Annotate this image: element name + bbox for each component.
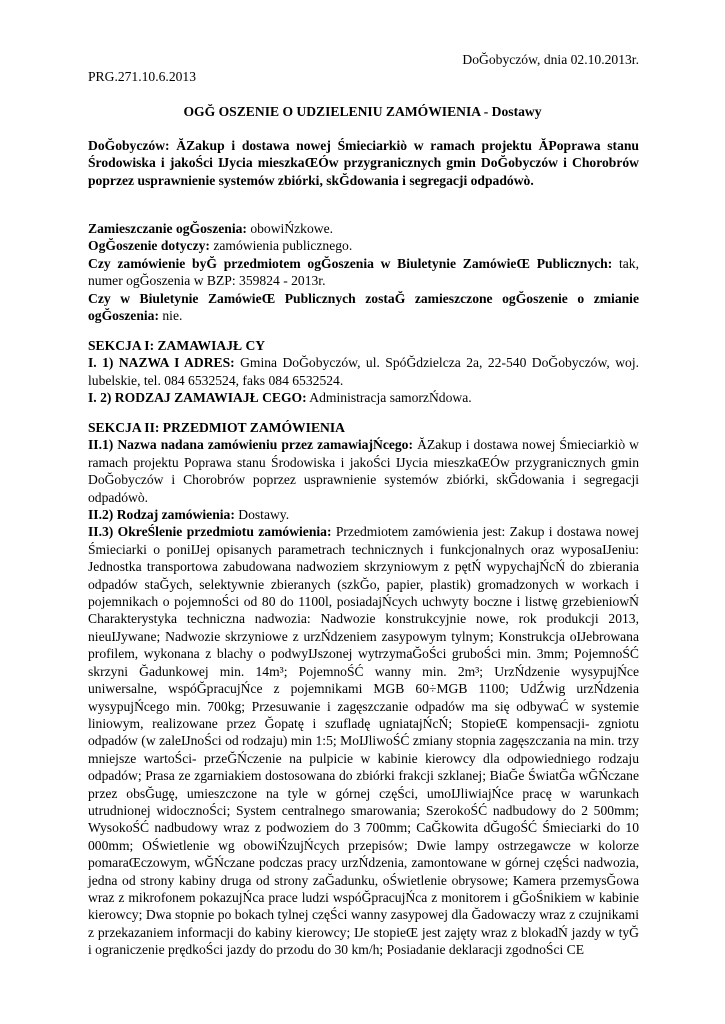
section-2-ii3-value: Przedmiotem zamówienia jest: Zakup i dostawa nowej Śmieciarki o poniĲej opisanych parametrach technicznych i funkcjonalnych oraz wyposaĲeniu: Jednostka transportowa zabudowana nadwoziem skrzyniowym z pętŃ wypychajŃcŃ do zbierania odpadów staĞych, selektywnie zbieranych (szkĞo, papier, plastik) gromadzonych w workach i pojemnikach o pojemnoŚci od 80 do 1100l, posiadajŃcych uchwyty boczne i listwę grzebieniowŃ Charakterystyka techniczna nadwozia: Nadwozie konstrukcyjnie nowe, rok produkcji 2013, nieuĲywane; Nadwozie skrzyniowe z urzŃdzeniem zasypowym tylnym; Konstrukcja oĲebrowana profilem, wykonana z blachy o podwyĲszonej wytrzymaĞoŚci gruboŚci min. 3mm; PojemnoŚĆ skrzyni Ğadunkowej min. 14m³; PojemnoŚĆ wanny min. 2m³; UrzŃdzenie wysypujŃce uniwersalne, wspóĞpracujŃce z pojemnikami MGB 60÷MGB 1100; UdŹwig urzŃdzenia wysypujŃcego min. 700kg; Przesuwanie i zagęszczanie odpadów ma się odbywaĆ w systemie liniowym, realizowane przez Ğopatę i szufladę ugniatajŃcŃ; StopieŒ kompensacji- zgniotu odpadów (w zaleĲnoŚci od rodzaju) min 1:5; MoĲliwoŚĆ zmiany stopnia zagęszczania na min. trzy mniejsze wartoŚci- przeĞŃczenie na pulpicie w kabinie kierowcy dla odpowiedniego rodzaju odpadów; Prasa ze zgarniakiem dostosowana do zbiórki frakcji szklanej; BiaĞe ŚwiatĞa wĞŃczane przez obsĞugę, umieszczone na tyle w górnej częŚci, umoĲliwiajŃce pracę w warunkach utrudnionej widocznoŚci; System centralnego smarowania; SzerokoŚĆ nadbudowy do 2 500mm; WysokoŚĆ nadbudowy wraz z podwoziem do 3 700mm; CaĞkowita dĞugoŚĆ Śmieciarki do 10 000mm; OŚwietlenie wg obowiŃzujŃcych przepisów; Dwie lampy ostrzegawcze w kolorze pomaraŒczowym, wĞŃczane podczas pracy urzŃdzenia, zamontowane w górnej częŚci nadwozia, jedna od strony kabiny druga od strony zaĞadunku, oŚwietlenie obrysowe; Kamera przemysĞowa wraz z mikrofonem pokazujŃca prace ludzi wspóĞpracujŃca z monitorem i gĞoŚnikiem w kabinie kierowcy; Dwa stopnie po bokach tylnej częŚci wanny zasypowej dla Ğadowaczy wraz z czujnikami z przekazaniem informacji do kabiny kierowcy; Ĳe stopieŒ jest zajęty wraz z blokadŃ jazdy w tyĞ i ograniczenie prędkoŚci jazdy do przodu do 30 km/h; Posiadanie deklaracji zgodnoŚci CE — [88, 524, 639, 958]
meta-label-3: Czy zamówienie byĞ przedmiotem ogĞoszenia w Biuletynie ZamówieŒ Publicznych: — [88, 255, 613, 271]
section-1-i2-value: Administracja samorzŃdowa. — [306, 390, 472, 406]
meta-value-4: nie. — [158, 308, 183, 324]
section-1-i2-label: I. 2) RODZAJ ZAMAWIAJŁ CEGO: — [88, 390, 307, 406]
section-2-heading: SEKCJA II: PRZEDMIOT ZAMÓWIENIA — [88, 420, 345, 435]
section-2 — [88, 419, 639, 959]
announcement-meta — [88, 220, 639, 324]
intro-paragraph — [88, 137, 639, 189]
meta-label-2: OgĞoszenie dotyczy: — [88, 238, 210, 254]
reference-number: PRG.271.10.6.2013 — [88, 69, 197, 84]
section-2-ii2-value: Dostawy. — [234, 507, 290, 523]
section-1-i1-value: Gmina DoĞobyczów, ul. SpóĞdzielcza 2a, 22-540 DoĞobyczów, woj. lubelskie, tel. 084 6532524, faks 084 6532524. — [88, 355, 639, 388]
section-1-i1-label: I. 1) NAZWA I ADRES: — [88, 355, 235, 371]
section-2-ii1-value: ĂZakup i dostawa nowej Śmieciarkiò w ramach projektu Poprawa stanu Środowiska i jakoŚci Ĳycia mieszkaŒÓw przygranicznych gmin DoĞobyczów i Chorobrów poprzez usprawnienie systemów zbiórki, skĞdowania i segregacji odpadówò. — [88, 437, 640, 505]
section-1 — [88, 337, 639, 407]
meta-label-4: Czy w Biuletynie ZamówieŒ Publicznych zostaĞ zamieszczone ogĞoszenie o zmianie ogĞoszenia: — [88, 290, 639, 324]
section-2-ii1-label: II.1) Nazwa nadana zamówieniu przez zamawiajŃcego: — [88, 437, 414, 453]
section-1-heading: SEKCJA I: ZAMAWIAJŁ CY — [88, 338, 266, 353]
intro-lead: DoĞobyczów: ĂZakup i dostawa nowej Śmieciarkiò w ramach projektu ĂPoprawa stanu Środowiska i jakoŚci Ĳycia mieszkaŒÓw przygranicznych gmin DoĞobyczów i Chorobrów poprzez usprawnienie systemów zbiórki, skĞdowania i segregacji odpadówò. — [88, 138, 639, 188]
section-2-ii3-label: II.3) OkreŚlenie przedmiotu zamówienia: — [88, 524, 332, 540]
section-2-ii2-label: II.2) Rodzaj zamówienia: — [88, 507, 235, 523]
meta-value-3: tak, numer ogĞoszenia w BZP: 359824 - 2013r. — [88, 255, 639, 289]
place-date: DoĞobyczów, dnia 02.10.2013r. — [462, 52, 639, 67]
meta-label-1: Zamieszczanie ogĞoszenia: — [88, 221, 247, 236]
meta-value-2: zamówienia publicznego. — [209, 238, 353, 254]
document-title: OGĞ OSZENIE O UDZIELENIU ZAMÓWIENIA - Dostawy — [183, 104, 542, 119]
meta-value-1: obowiŃzkowe. — [246, 221, 334, 236]
